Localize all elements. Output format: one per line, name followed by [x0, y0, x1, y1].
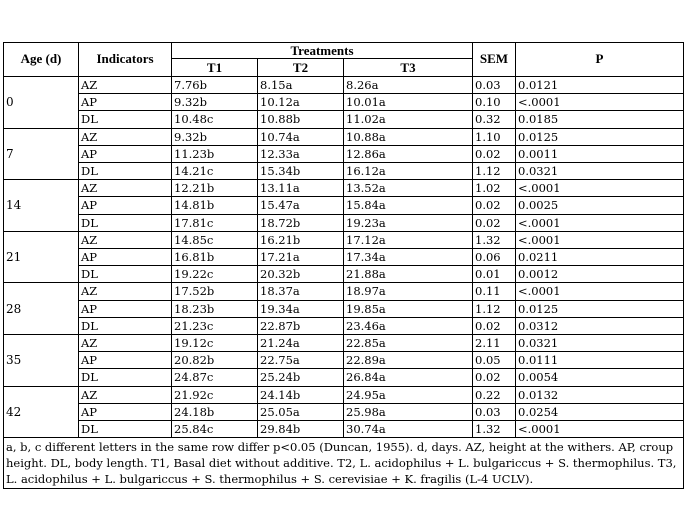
t1-cell: 12.21b: [172, 180, 258, 197]
t3-cell: 13.52a: [344, 180, 473, 197]
age-cell: 21: [4, 231, 79, 283]
p-cell: <.0001: [516, 231, 684, 248]
t3-cell: 26.84a: [344, 369, 473, 386]
t1-cell: 9.32b: [172, 128, 258, 145]
header-row-1: [4, 43, 684, 59]
table-row: [4, 77, 684, 94]
sem-cell: 1.02: [473, 180, 516, 197]
t1-header: T1: [172, 59, 258, 77]
t3-cell: 16.12a: [344, 163, 473, 180]
t1-cell: 21.92c: [172, 386, 258, 403]
sem-cell: 0.32: [473, 111, 516, 128]
t3-cell: 19.23a: [344, 214, 473, 231]
t2-header: T2: [258, 59, 344, 77]
p-cell: 0.0321: [516, 335, 684, 352]
t3-cell: 25.98a: [344, 403, 473, 420]
indicator-cell: AP: [79, 94, 172, 111]
table-row: [4, 421, 684, 438]
sem-cell: 0.06: [473, 249, 516, 266]
sem-cell: 0.03: [473, 403, 516, 420]
t2-cell: 21.24a: [258, 335, 344, 352]
age-cell: 0: [4, 77, 79, 129]
data-table-container: [3, 42, 683, 489]
table-row: [4, 180, 684, 197]
sem-cell: 0.01: [473, 266, 516, 283]
t2-cell: 25.05a: [258, 403, 344, 420]
table-footnote: a, b, c different letters in the same row differ p<0.05 (Duncan, 1955). d, days. AZ, height at the withers. AP, croup height. DL, body length. T1, Basal diet without additive. T2, L. acidophilus + L. bulgariccus + S. thermophilus. T3, L. acidophilus + L. bulgariccus + S. thermophilus + S. cerevisiae + K. fragilis (L-4 UCLV).: [4, 438, 684, 489]
indicator-cell: AP: [79, 197, 172, 214]
t2-cell: 8.15a: [258, 77, 344, 94]
table-row: [4, 300, 684, 317]
indicator-cell: DL: [79, 111, 172, 128]
sem-cell: 0.11: [473, 283, 516, 300]
age-cell: 7: [4, 128, 79, 180]
t3-cell: 22.89a: [344, 352, 473, 369]
p-cell: 0.0132: [516, 386, 684, 403]
indicator-cell: AZ: [79, 386, 172, 403]
indicator-cell: AP: [79, 145, 172, 162]
t2-cell: 10.74a: [258, 128, 344, 145]
sem-cell: 0.22: [473, 386, 516, 403]
table-row: [4, 317, 684, 334]
t1-cell: 14.21c: [172, 163, 258, 180]
t2-cell: 18.37a: [258, 283, 344, 300]
t2-cell: 20.32b: [258, 266, 344, 283]
sem-cell: 1.10: [473, 128, 516, 145]
t2-cell: 12.33a: [258, 145, 344, 162]
indicator-cell: DL: [79, 214, 172, 231]
indicator-cell: AZ: [79, 335, 172, 352]
indicators-header: Indicators: [79, 43, 172, 77]
indicator-cell: DL: [79, 266, 172, 283]
t3-cell: 11.02a: [344, 111, 473, 128]
t2-cell: 29.84b: [258, 421, 344, 438]
table-row: [4, 403, 684, 420]
t3-cell: 21.88a: [344, 266, 473, 283]
t2-cell: 16.21b: [258, 231, 344, 248]
t1-cell: 19.12c: [172, 335, 258, 352]
sem-cell: 0.02: [473, 317, 516, 334]
table-row: [4, 283, 684, 300]
table-row: [4, 145, 684, 162]
p-cell: <.0001: [516, 94, 684, 111]
t1-cell: 7.76b: [172, 77, 258, 94]
t1-cell: 18.23b: [172, 300, 258, 317]
t2-cell: 22.75a: [258, 352, 344, 369]
t1-cell: 14.85c: [172, 231, 258, 248]
t3-cell: 15.84a: [344, 197, 473, 214]
sem-cell: 0.10: [473, 94, 516, 111]
t1-cell: 25.84c: [172, 421, 258, 438]
t2-cell: 19.34a: [258, 300, 344, 317]
p-cell: 0.0111: [516, 352, 684, 369]
p-cell: <.0001: [516, 180, 684, 197]
indicator-cell: AZ: [79, 180, 172, 197]
table-row: [4, 386, 684, 403]
indicator-cell: DL: [79, 421, 172, 438]
indicator-cell: DL: [79, 369, 172, 386]
table-row: [4, 94, 684, 111]
t2-cell: 18.72b: [258, 214, 344, 231]
t1-cell: 20.82b: [172, 352, 258, 369]
p-cell: 0.0211: [516, 249, 684, 266]
sem-cell: 1.12: [473, 300, 516, 317]
sem-cell: 0.02: [473, 197, 516, 214]
table-row: [4, 111, 684, 128]
t3-cell: 19.85a: [344, 300, 473, 317]
sem-header: SEM: [473, 43, 516, 77]
t2-cell: 13.11a: [258, 180, 344, 197]
age-cell: 14: [4, 180, 79, 232]
table-body: [4, 77, 684, 438]
sem-cell: 1.32: [473, 231, 516, 248]
indicator-cell: AP: [79, 300, 172, 317]
t3-cell: 22.85a: [344, 335, 473, 352]
indicator-cell: AP: [79, 249, 172, 266]
table-row: [4, 197, 684, 214]
t3-cell: 10.01a: [344, 94, 473, 111]
table-row: [4, 128, 684, 145]
indicator-cell: AP: [79, 352, 172, 369]
p-cell: 0.0054: [516, 369, 684, 386]
p-cell: 0.0321: [516, 163, 684, 180]
growth-measurements-table: [3, 42, 684, 489]
t1-cell: 21.23c: [172, 317, 258, 334]
p-cell: <.0001: [516, 214, 684, 231]
table-row: [4, 266, 684, 283]
p-cell: <.0001: [516, 283, 684, 300]
p-cell: <.0001: [516, 421, 684, 438]
t3-cell: 30.74a: [344, 421, 473, 438]
t3-cell: 18.97a: [344, 283, 473, 300]
t3-cell: 17.12a: [344, 231, 473, 248]
table-row: [4, 369, 684, 386]
t2-cell: 24.14b: [258, 386, 344, 403]
t1-cell: 10.48c: [172, 111, 258, 128]
t2-cell: 25.24b: [258, 369, 344, 386]
indicator-cell: AZ: [79, 77, 172, 94]
table-row: [4, 335, 684, 352]
age-cell: 42: [4, 386, 79, 438]
p-cell: 0.0312: [516, 317, 684, 334]
indicator-cell: DL: [79, 317, 172, 334]
t1-cell: 9.32b: [172, 94, 258, 111]
t1-cell: 19.22c: [172, 266, 258, 283]
sem-cell: 1.12: [473, 163, 516, 180]
indicator-cell: AZ: [79, 231, 172, 248]
t2-cell: 15.47a: [258, 197, 344, 214]
sem-cell: 0.03: [473, 77, 516, 94]
sem-cell: 0.05: [473, 352, 516, 369]
p-cell: 0.0025: [516, 197, 684, 214]
p-cell: 0.0121: [516, 77, 684, 94]
t3-header: T3: [344, 59, 473, 77]
t1-cell: 16.81b: [172, 249, 258, 266]
sem-cell: 0.02: [473, 145, 516, 162]
t3-cell: 17.34a: [344, 249, 473, 266]
table-row: [4, 249, 684, 266]
footnote-row: [4, 438, 684, 489]
t2-cell: 15.34b: [258, 163, 344, 180]
t2-cell: 10.88b: [258, 111, 344, 128]
t2-cell: 10.12a: [258, 94, 344, 111]
t3-cell: 24.95a: [344, 386, 473, 403]
indicator-cell: AZ: [79, 128, 172, 145]
indicator-cell: DL: [79, 163, 172, 180]
p-cell: 0.0125: [516, 128, 684, 145]
t3-cell: 10.88a: [344, 128, 473, 145]
age-header: Age (d): [4, 43, 79, 77]
age-cell: 28: [4, 283, 79, 335]
t1-cell: 17.52b: [172, 283, 258, 300]
sem-cell: 0.02: [473, 214, 516, 231]
indicator-cell: AP: [79, 403, 172, 420]
t1-cell: 24.87c: [172, 369, 258, 386]
t3-cell: 23.46a: [344, 317, 473, 334]
sem-cell: 0.02: [473, 369, 516, 386]
t1-cell: 17.81c: [172, 214, 258, 231]
sem-cell: 1.32: [473, 421, 516, 438]
t2-cell: 22.87b: [258, 317, 344, 334]
t3-cell: 12.86a: [344, 145, 473, 162]
p-cell: 0.0011: [516, 145, 684, 162]
table-row: [4, 352, 684, 369]
p-cell: 0.0254: [516, 403, 684, 420]
sem-cell: 2.11: [473, 335, 516, 352]
p-cell: 0.0125: [516, 300, 684, 317]
t1-cell: 11.23b: [172, 145, 258, 162]
p-cell: 0.0185: [516, 111, 684, 128]
t1-cell: 24.18b: [172, 403, 258, 420]
table-row: [4, 163, 684, 180]
t2-cell: 17.21a: [258, 249, 344, 266]
table-row: [4, 214, 684, 231]
age-cell: 35: [4, 335, 79, 387]
indicator-cell: AZ: [79, 283, 172, 300]
treatments-header: Treatments: [172, 43, 473, 59]
p-header: P: [516, 43, 684, 77]
p-cell: 0.0012: [516, 266, 684, 283]
table-row: [4, 231, 684, 248]
t1-cell: 14.81b: [172, 197, 258, 214]
t3-cell: 8.26a: [344, 77, 473, 94]
